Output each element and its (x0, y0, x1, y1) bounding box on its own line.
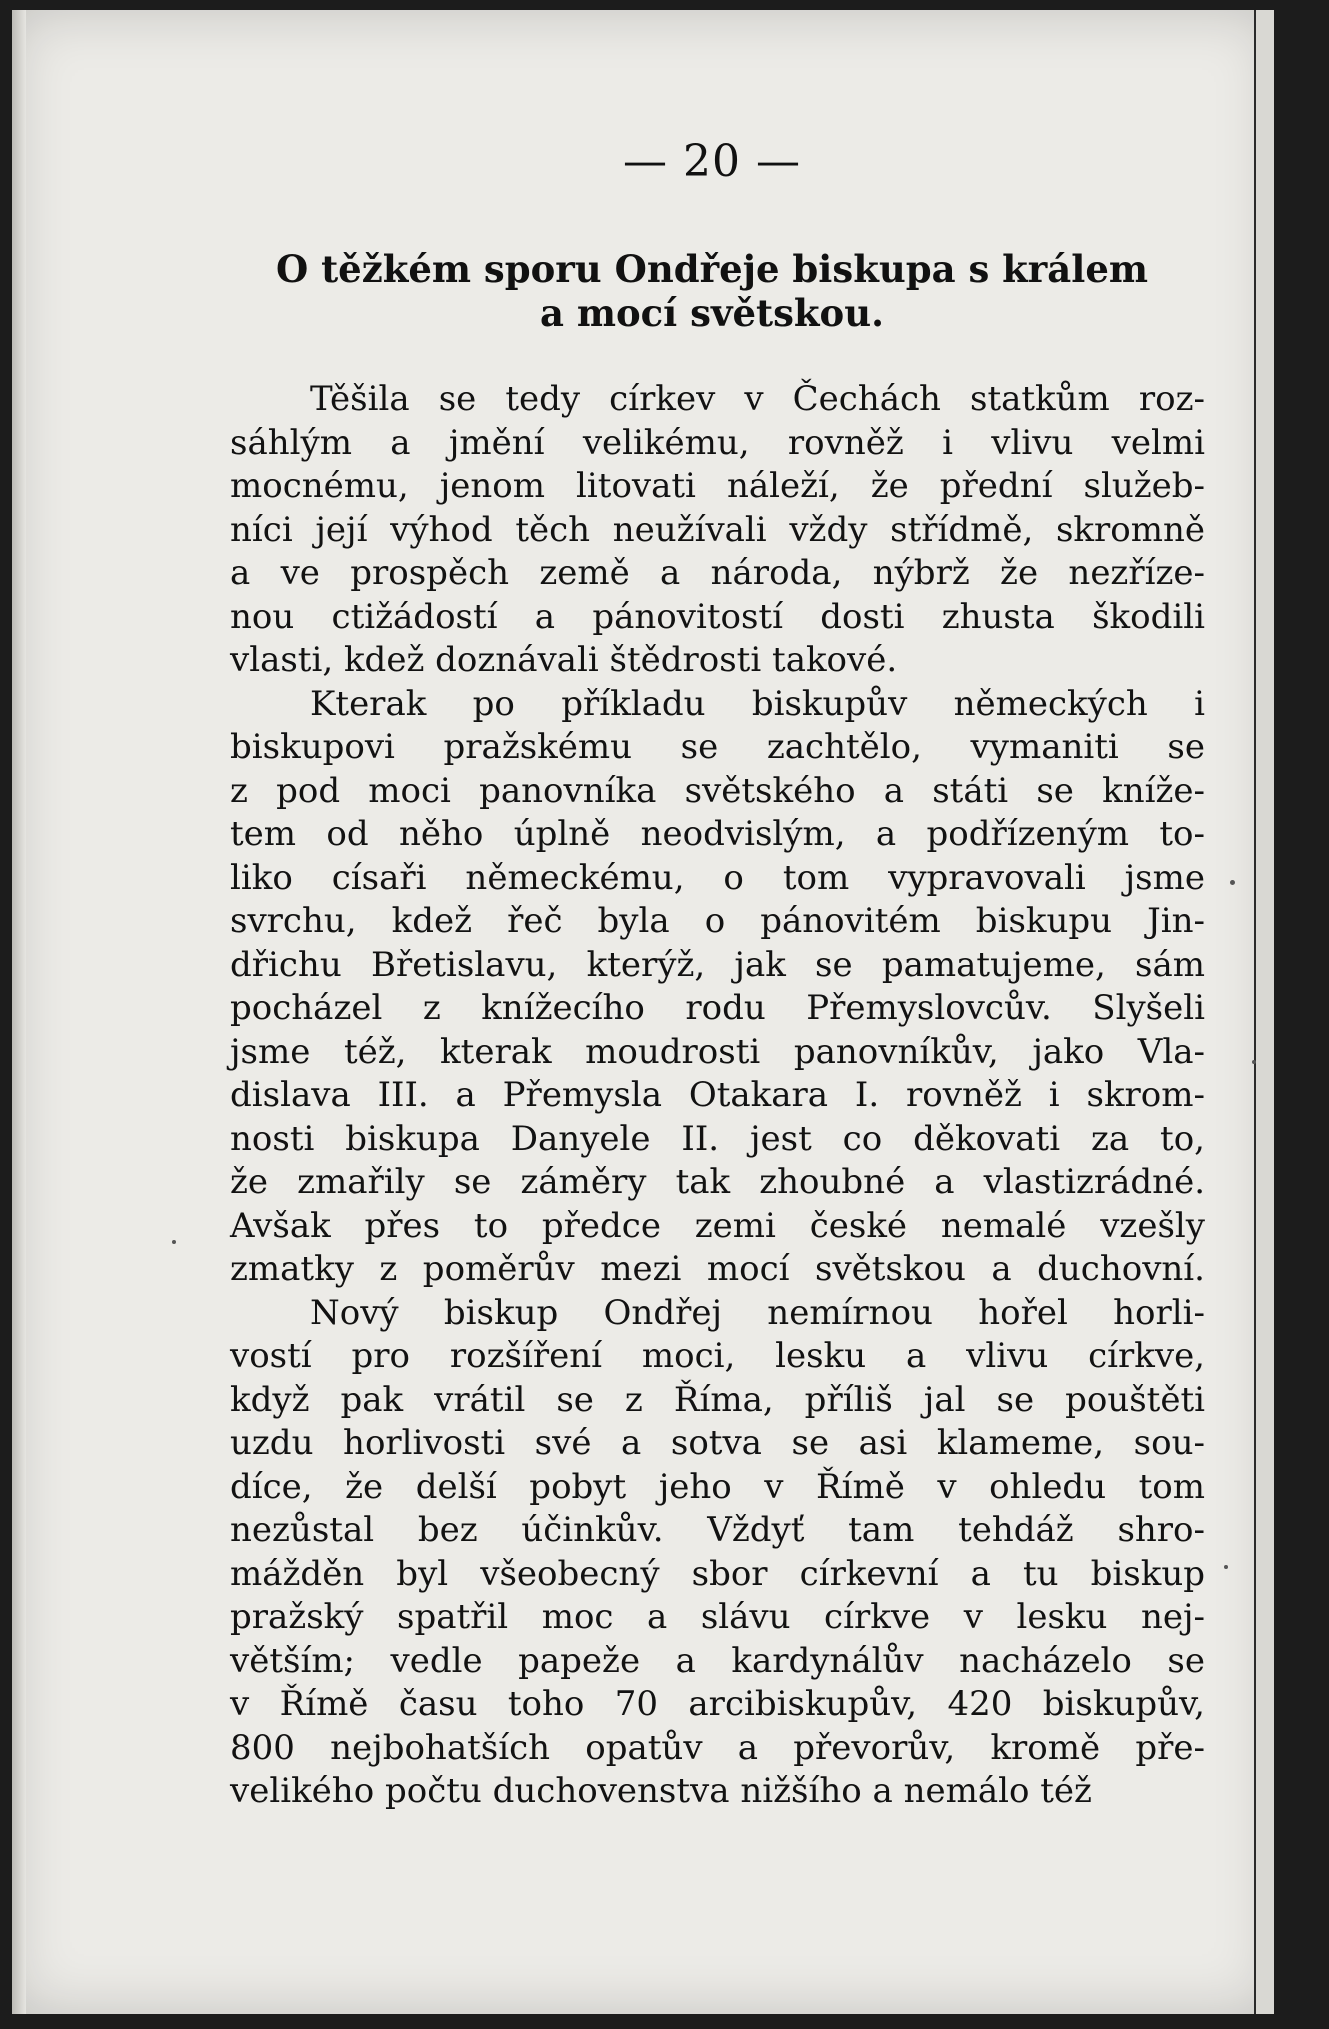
page-number: — 20 — (623, 136, 801, 187)
text-line: nezůstal bez účinkův. Vždyť tam tehdáž shro- (230, 1510, 1205, 1550)
text-line: vlasti, kdež doznávali štědrosti takové. (230, 640, 898, 680)
text-line: když pak vrátil se z Říma, příliš jal se pouštěti (230, 1379, 1205, 1420)
text-line: nou ctižádostí a pánovitostí dosti zhusta škodili (230, 596, 1205, 637)
chapter-heading (212, 247, 1212, 335)
chapter-heading-line-2: a mocí světskou. (539, 291, 885, 335)
text-line: vostí pro rozšíření moci, lesku a vlivu církve, (230, 1336, 1205, 1376)
page-right-margin-band (1254, 10, 1274, 2014)
text-line: níci její výhod těch neužívali vždy střídmě, skromně (230, 509, 1205, 550)
text-line: svrchu, kdež řeč byla o pánovitém biskupu Jin- (230, 901, 1205, 941)
text-line: větším; vedle papeže a kardynálův nacházelo se (230, 1640, 1205, 1681)
text-line: Nový biskup Ondřej nemírnou hořel horli- (310, 1292, 1205, 1333)
body-text (230, 378, 1205, 1814)
text-line: Kterak po příkladu biskupův německých i (310, 683, 1205, 724)
text-line: sáhlým a jmění velikému, rovněž i vlivu velmi (230, 422, 1205, 463)
text-line: velikého počtu duchovenstva nižšího a nemálo též (230, 1771, 1092, 1811)
text-line: Avšak přes to předce zemi české nemalé vzešly (230, 1205, 1205, 1246)
text-line: tem od něho úplně neodvislým, a podřízeným to- (230, 814, 1205, 854)
text-line: v Římě času toho 70 arcibiskupův, 420 biskupův, (230, 1684, 1205, 1724)
chapter-heading-line-1: O těžkém sporu Ondřeje biskupa s králem (275, 247, 1149, 291)
text-line: 800 nejbohatších opatův a převorův, kromě pře- (230, 1727, 1205, 1768)
text-line: z pod moci panovníka světského a státi se kníže- (230, 770, 1205, 811)
text-line: Těšila se tedy církev v Čechách statkům roz- (310, 379, 1205, 419)
text-line: dislava III. a Přemysla Otakara I. rovněž i skrom- (230, 1075, 1205, 1115)
text-line: mocnému, jenom litovati náleží, že přední služeb- (230, 466, 1205, 506)
page-left-edge (12, 10, 26, 2014)
text-line: pocházel z knížecího rodu Přemyslovcův. Slyšeli (230, 988, 1205, 1028)
scan-speck (1252, 1060, 1256, 1064)
paragraph-2 (230, 683, 1205, 1292)
text-line: uzdu horlivosti své a sotva se asi klameme, sou- (230, 1423, 1205, 1463)
text-line: jsme též, kterak moudrosti panovníkův, jako Vla- (230, 1031, 1205, 1072)
paragraph-3 (230, 1292, 1205, 1814)
text-line: nosti biskupa Danyele II. jest co děkovati za to, (230, 1118, 1205, 1159)
text-line: zmatky z poměrův mezi mocí světskou a duchovní. (230, 1249, 1205, 1289)
book-page (12, 10, 1274, 2014)
text-line: a ve prospěch země a národa, nýbrž že nezříze- (230, 553, 1205, 593)
text-line: liko císaři německému, o tom vypravovali jsme (230, 857, 1205, 898)
text-line: pražský spatřil moc a slávu církve v lesku nej- (230, 1597, 1205, 1637)
text-line: díce, že delší pobyt jeho v Římě v ohledu tom (230, 1466, 1205, 1507)
text-line: biskupovi pražskému se zachtělo, vymaniti se (230, 727, 1205, 767)
scan-speck (172, 1240, 176, 1244)
text-line: že zmařily se záměry tak zhoubné a vlastizrádné. (230, 1162, 1205, 1202)
text-line: dřichu Břetislavu, kterýž, jak se pamatujeme, sám (230, 944, 1205, 985)
text-line: mážděn byl všeobecný sbor církevní a tu biskup (230, 1553, 1205, 1594)
scan-speck (1224, 1565, 1228, 1569)
paragraph-1 (230, 378, 1205, 683)
scan-speck (1230, 880, 1235, 885)
